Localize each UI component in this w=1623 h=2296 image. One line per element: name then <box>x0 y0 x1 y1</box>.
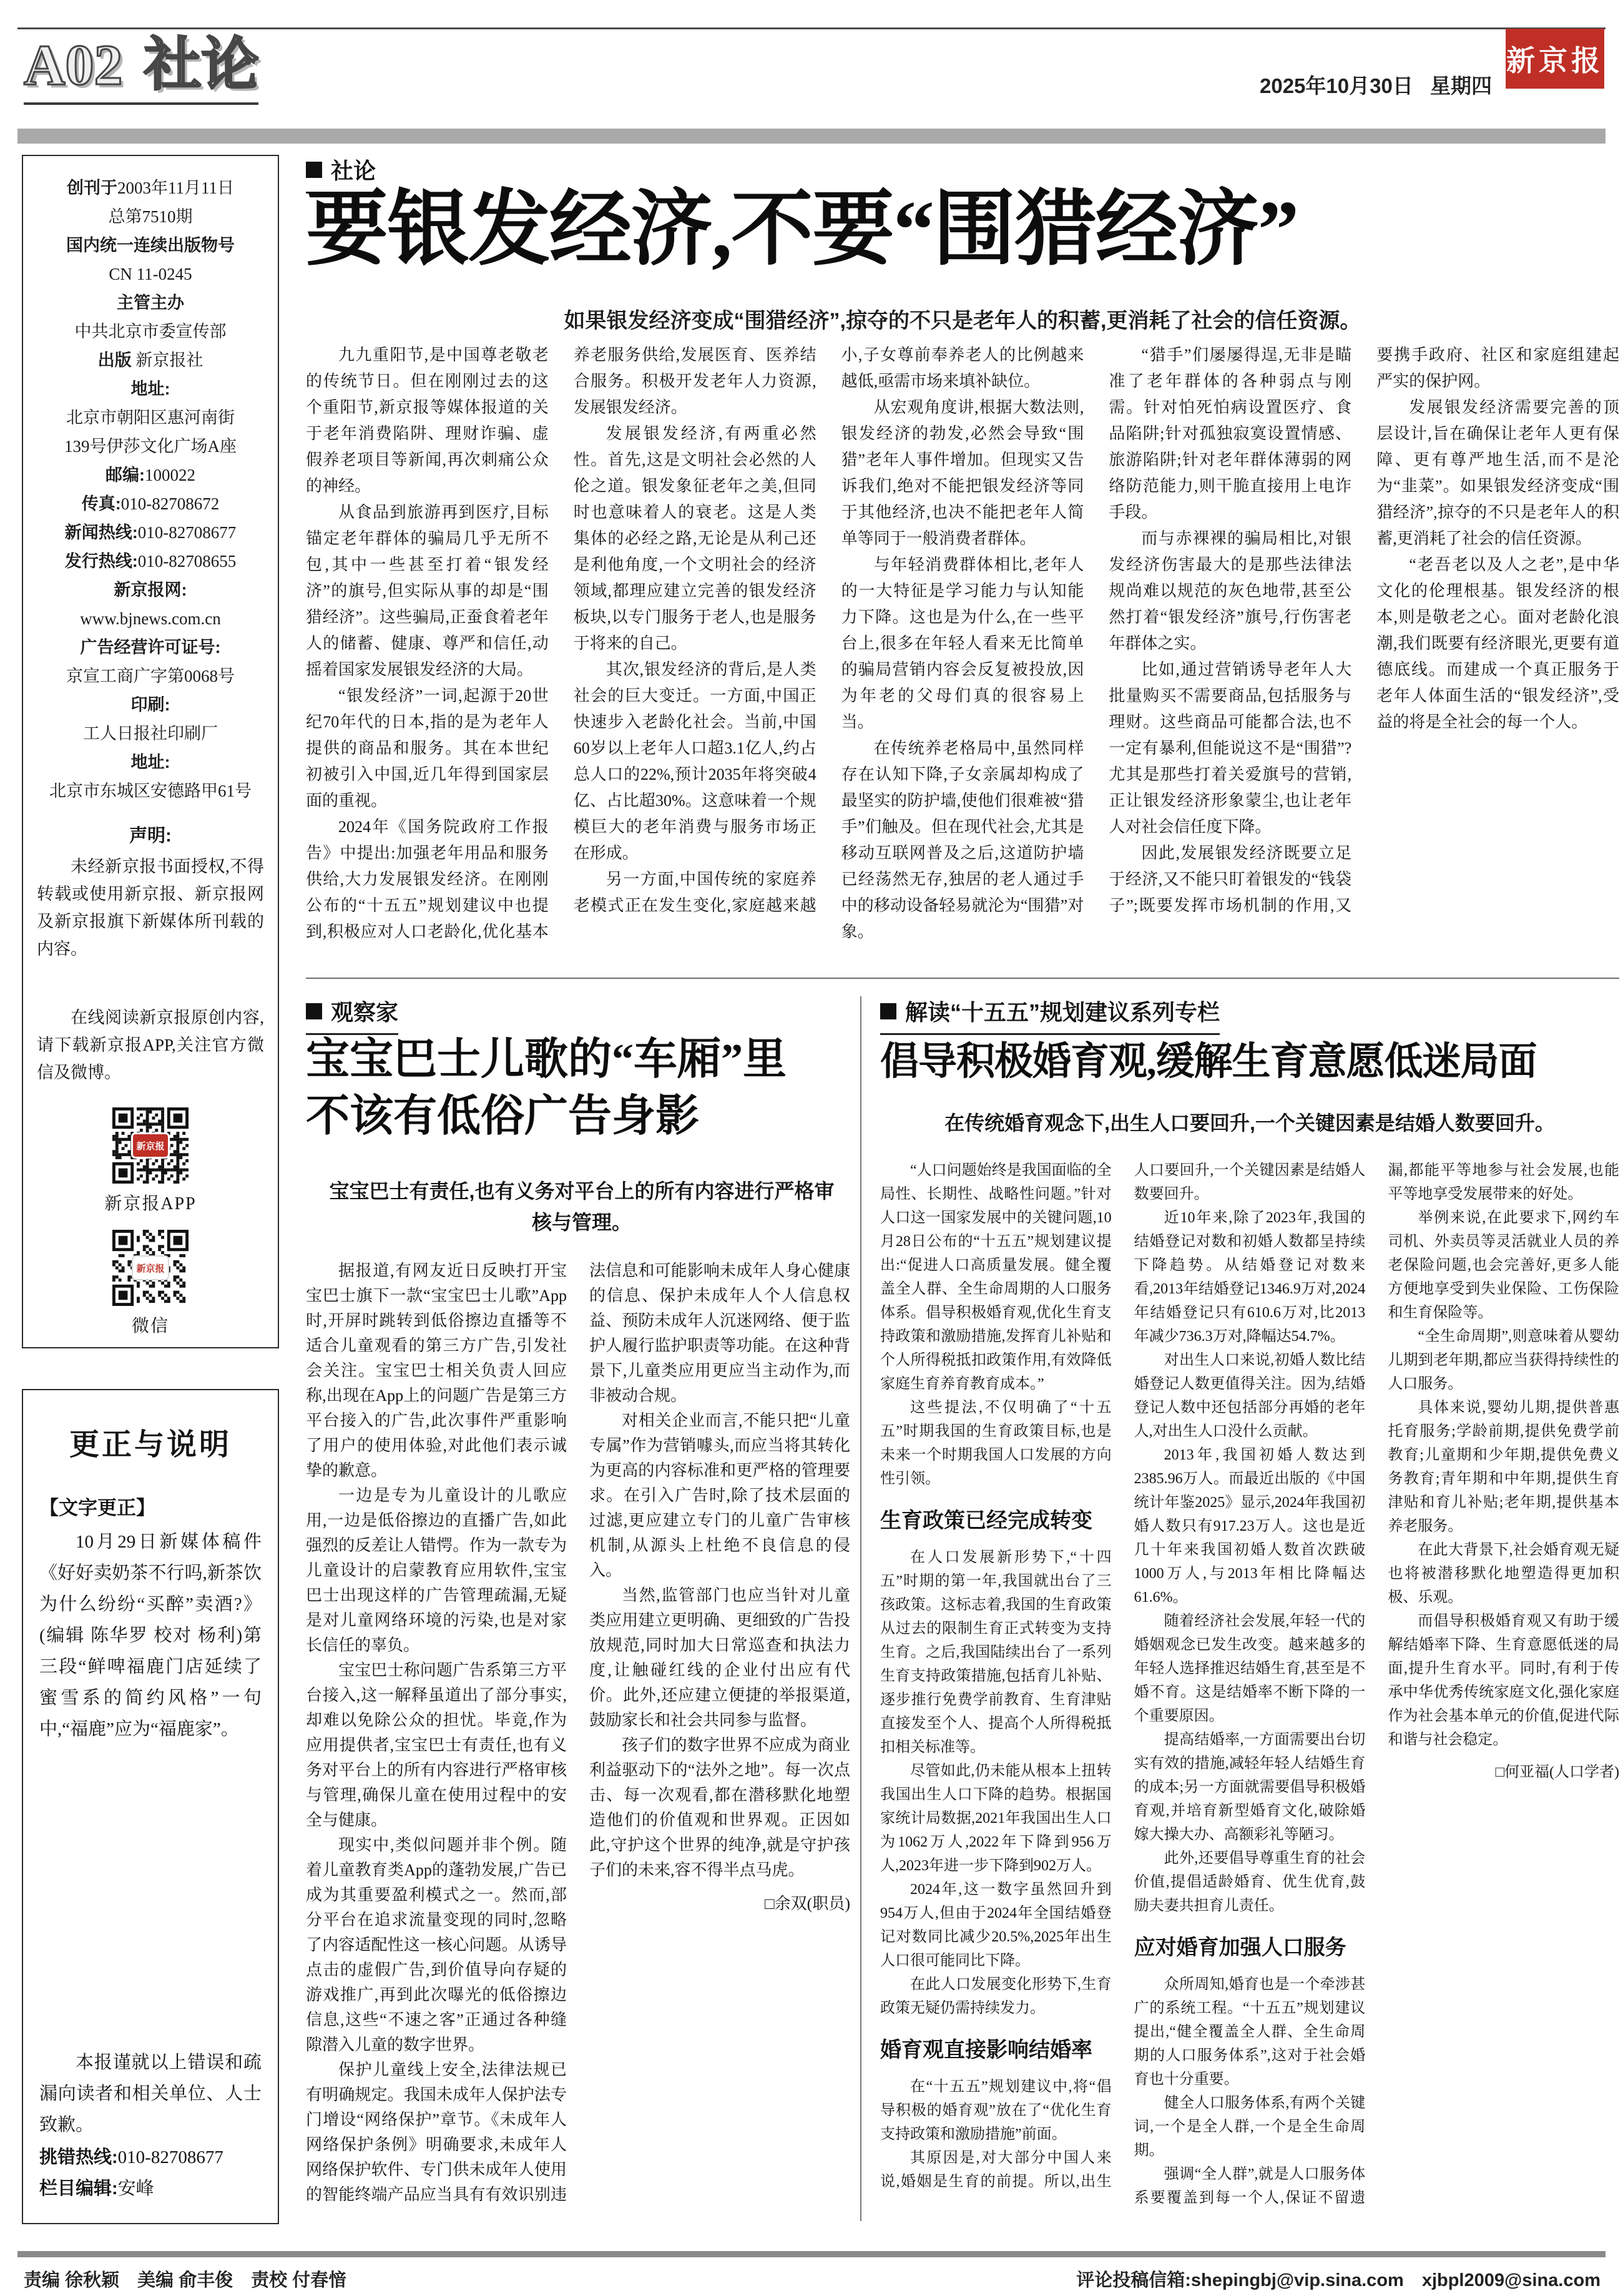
footer-bar <box>17 2251 1606 2257</box>
masthead-line: www.bjnews.com.cn <box>80 609 221 628</box>
paragraph: 对相关企业而言,不能只把“儿童专属”作为营销噱头,而应当将其转化为更高的内容标准和更严格的管理要求。在引入广告时,除了技术层面的过滤,更应建立专门的儿童广告审核机制,从源头上杜绝不良信息的侵入。 <box>589 1411 850 1579</box>
masthead-line: 北京市朝阳区惠河南街 <box>66 408 235 427</box>
vertical-divider <box>860 996 861 2221</box>
paragraph: 这些提法,不仅明确了“十五五”时期我国的生育政策目标,也是未来一个时期我国人口发展的方向性引领。 <box>880 1400 1112 1487</box>
masthead-line: 传真:010-82708672 <box>81 494 220 513</box>
special-subtitle: 在传统婚育观念下,出生人口要回升,一个关键因素是结婚人数要回升。 <box>944 1112 1555 1134</box>
paragraph: 当然,监管部门也应当针对儿童类应用建立更明确、更细致的广告投放规范,同时加大日常巡查和执法力度,让触碰红线的企业付出应有代价。此外,还应建立便捷的举报渠道,鼓励家长和社会共同参与监督。 <box>589 1586 850 1729</box>
paragraph: “老吾老以及人之老”,是中华文化的伦理根基。银发经济的根本,则是敬老之心。面对老龄化浪潮,我们既要有经济眼光,更要有道德底线。而建成一个真正服务于老年人体面生活的“银发经济”,受益的将是全社会的每一个人。 <box>1376 556 1619 731</box>
masthead-line: 地址: <box>130 380 170 398</box>
masthead-line: 新京报网: <box>114 581 187 599</box>
qr-center-logo: 新京报 <box>132 1255 169 1280</box>
qr-item <box>37 1107 264 1215</box>
observer-subtitle: 宝宝巴士有责任,也有义务对平台上的所有内容进行严格审核与管理。 <box>329 1180 835 1234</box>
top-rule <box>17 27 1606 29</box>
observer-body <box>306 1258 850 2209</box>
masthead-line: 京宣工商广字第0068号 <box>66 667 235 685</box>
masthead-line: 国内统一连续出版物号 <box>66 236 235 255</box>
paragraph: 众所周知,婚育也是一个牵涉甚广的系统工程。“十五五”规划建议提出,“健全覆盖全人群、全生命周期的人口服务体系”,这对于社会婚育也十分重要。 <box>1134 1976 1366 2088</box>
masthead-line: 主管主办 <box>117 293 184 312</box>
paragraph: 对出生人口来说,初婚人数比结婚登记人数更值得关注。因为,结婚登记人数中还包括部分再婚的老年人,对出生人口没什么贡献。 <box>1134 1352 1366 1440</box>
masthead-lines <box>37 174 264 805</box>
statement-title: 声明: <box>129 826 172 846</box>
masthead-line: 发行热线:010-82708655 <box>64 552 237 571</box>
observer-headline: 宝宝巴士儿歌的“车厢”里 不该有低俗广告身影 <box>306 1036 787 1141</box>
footer-editors: 责编 徐秋颖 美编 俞丰俊 责校 付春愔 <box>24 2270 347 2290</box>
paragraph: “银发经济”一词,起源于20世纪70年代的日本,指的是为老年人提供的商品和服务。其在本世纪初被引入中国,近几年得到国家层面的重视。 <box>306 687 549 810</box>
page-code: A02 <box>24 33 123 97</box>
paragraph: 随着经济社会发展,年轻一代的婚姻观念已发生改变。越来越多的年轻人选择推迟结婚生育,甚至是不婚不育。这是结婚率不断下降的一个重要原因。 <box>1134 1613 1366 1724</box>
apology-text: 本报谨就以上错误和疏漏向读者和相关单位、人士致歉。 <box>39 2053 262 2135</box>
paragraph: 保护儿童线上安全,法律法规已有明确规定。我国未成年人保护法专门增设“网络保护”章节。《未成年人网络保护条例》明确要求,未成年人网络保护软件、专门供未成年人使用的智能终端产品应当具有有效识别违法信息和可能影响未成年人身心健康的信息、保护未成年人个人信息权益、预防未成年人沉迷网络、便于监护人履行监护职责等功能。在这种背景下,儿童类应用更应当主动作为,而非被动合规。 <box>306 1262 850 2204</box>
paragraph: 现实中,类似问题并非个例。随着儿童教育类App的蓬勃发展,广告已成为其重要盈利模式之一。然而,部分平台在追求流量变现的同时,忽略了内容适配性这一核心问题。从诱导点击的虚假广告,到价值导向存疑的游戏推广,再到此次曝光的低俗擦边信息,这些“不速之客”正通过各种缝隙潜入儿童的数字世界。 <box>306 1836 567 2054</box>
qr-label: 微信 <box>131 1317 169 1336</box>
observer-section-label: 观察家 <box>306 995 398 1035</box>
qr-label: 新京报APP <box>104 1194 197 1214</box>
paragraph: 一边是专为儿童设计的儿歌应用,一边是低俗擦边的直播广告,如此强烈的反差让人错愕。作为一款专为儿童设计的启蒙教育应用软件,宝宝巴士出现这样的广告管理疏漏,无疑是对儿童网络环境的污染,也是对家长信任的辜负。 <box>306 1486 567 1654</box>
header-divider-bar <box>17 129 1606 144</box>
paragraph: 从宏观角度讲,根据大数法则,银发经济的勃发,必然会导致“围猎”老年人事件增加。但现实又告诉我们,绝对不能把银发经济等同于其他经济,也决不能把老年人简单等同于一般消费者群体。 <box>841 398 1084 547</box>
paragraph: 2024年,这一数字虽然回升到954万人,但由于2024年全国结婚登记对数同比减少20.5%,2025年出生人口很可能同比下降。 <box>880 1881 1112 1970</box>
paragraph: 发展银发经济,有两重必然性。首先,这是文明社会必然的人伦之道。银发象征老年之美,但同时也意味着人的衰老。这是人类集体的必经之路,无论是从利己还是利他角度,一个文明社会的经济领域,都理应建立完善的银发经济板块,以专门服务于老人,也是服务于将来的自己。 <box>573 424 816 652</box>
statement-text: 未经新京报书面授权,不得转载或使用新京报、新京报网及新京报旗下新媒体所刊载的内容。 <box>37 857 264 958</box>
correction-body: 10月29日新媒体稿件《好好卖奶茶不行吗,新茶饮为什么纷纷“买醉”卖酒?》(编辑 陈华罗 校对 杨利)第三段“鲜啤福鹿门店延续了蜜雪系的简约风格”一句中,“福鹿”应为“福鹿家”。 <box>39 1532 262 1739</box>
page-header <box>24 33 259 105</box>
issue-date: 2025年10月30日 星期四 <box>1260 74 1492 97</box>
masthead-line: 北京市东城区安德路甲61号 <box>49 782 252 800</box>
paragraph: 尽管如此,仍未能从根本上扭转我国出生人口下降的趋势。根据国家统计局数据,2021年我国出生人口为1062万人,2022年下降到956万人,2023年进一步下降到902万人。 <box>880 1763 1112 1875</box>
qr-center-logo: 新京报 <box>131 1132 170 1159</box>
paragraph: “全生命周期”,则意味着从婴幼儿期到老年期,都应当获得持续性的人口服务。 <box>1388 1328 1619 1392</box>
paragraph: 2024年《国务院政府工作报告》中提出:加强老年用品和服务供给,大力发展银发经济。在刚刚公布的“十五五”规划建议中也提到,积极应对人口老龄化,优化基本养老服务供给,发展医育、医养结合服务。积极开发老年人力资源,发展银发经济。 <box>306 346 816 941</box>
masthead-line: 中共北京市委宣传部 <box>74 322 227 341</box>
editorial-bottom-rule <box>306 978 1619 979</box>
correction-tag: 【文字更正】 <box>39 1497 155 1519</box>
paragraph: 据报道,有网友近日反映打开宝宝巴士旗下一款“宝宝巴士儿歌”App时,开屏时跳转到低俗擦边直播等不适合儿童观看的第三方广告,引发社会关注。宝宝巴士相关负责人回应称,出现在App上的问题广告是第三方平台接入的广告,此次事件严重影响了用户的使用体验,对此他们表示诚挚的歉意。 <box>306 1262 567 1479</box>
paragraph: 在“十五五”规划建议中,将“倡导积极的婚育观”放在了“优化生育支持政策和激励措施”前面。 <box>880 2079 1112 2143</box>
correction-title: 更正与说明 <box>69 1428 232 1461</box>
paragraph: 举例来说,在此要求下,网约车司机、外卖员等灵活就业人员的养老保险问题,也会完善好,更多人能方便地享受到失业保险、工伤保险和生育保险等。 <box>1388 1210 1619 1321</box>
paragraph: 九九重阳节,是中国尊老敬老的传统节日。但在刚刚过去的这个重阳节,新京报等媒体报道的关于老年消费陷阱、理财诈骗、虚假养老项目等新闻,再次刺痛公众的神经。 <box>306 346 549 495</box>
correction-footer <box>39 2047 262 2204</box>
editorial-headline: 要银发经济,不要“围猎经济” <box>306 184 1298 275</box>
section-name: 社论 <box>144 33 259 97</box>
paragraph: 宝宝巴士称问题广告系第三方平台接入,这一解释虽道出了部分事实,却难以免除公众的担忧。毕竟,作为应用提供者,宝宝巴士有责任,也有义务对平台上的所有内容进行严格审核与管理,确保儿童在使用过程中的安全与健康。 <box>306 1661 567 1829</box>
masthead-line: CN 11-0245 <box>109 265 192 283</box>
footer-contact: 评论投稿信箱:shepingbj@vip.sina.com xjbpl2009@sina.com <box>1076 2270 1601 2290</box>
masthead-line: 广告经营许可证号: <box>80 638 221 657</box>
paragraph: 比如,通过营销诱导老年人大批量购买不需要商品,包括服务与理财。这些商品可能都合法,也不一定有暴利,但能说这不是“围猎”?尤其是那些打着关爱旗号的营销,正让银发经济形象蒙尘,也让老年人对社会信任度下降。 <box>1109 660 1352 836</box>
footer <box>24 2266 1601 2292</box>
paragraph: 孩子们的数字世界不应成为商业利益驱动下的“法外之地”。每一次点击、每一次观看,都在潜移默化地塑造他们的价值观和世界观。正因如此,守护这个世界的纯净,就是守护孩子们的未来,容不得半点马虎。 <box>589 1736 850 1879</box>
paragraph: 而倡导积极婚育观又有助于缓解结婚率下降、生育意愿低迷的局面,提升生育水平。同时,有利于传承中华优秀传统家庭文化,强化家庭作为社会基本单元的价值,促进代际和谐与社会稳定。 <box>1388 1613 1619 1748</box>
masthead-line: 地址: <box>130 753 170 772</box>
editorial-body <box>306 342 1619 970</box>
paragraph: 提高结婚率,一方面需要出台切实有效的措施,减轻年轻人结婚生育的成本;另一方面就需要倡导积极婚育观,并培育新型婚育文化,破除婚嫁大操大办、高额彩礼等陋习。 <box>1134 1732 1366 1843</box>
section-square-icon <box>880 1003 896 1019</box>
paragraph: 另一方面,中国传统的家庭养老模式正在发生变化,家庭越来越小,子女尊前奉养老人的比例越来越低,亟需市场来填补缺位。 <box>573 346 1084 915</box>
paragraph: 近10年来,除了2023年,我国的结婚登记对数和初婚人数都呈持续下降趋势。从结婚登记对数来看,2013年结婚登记1346.9万对,2024年结婚登记只有610.6万对,比2013年减少736.3万对,降幅达54.7%。 <box>1134 1210 1366 1345</box>
section-square-icon <box>306 1003 322 1019</box>
paragraph: 2013年,我国初婚人数达到2385.96万人。而最近出版的《中国统计年鉴2025》显示,2024年我国初婚人数只有917.23万人。这也是近几十年来我国初婚人数首次跌破1000万人,与2013年相比降幅达61.6%。 <box>1134 1447 1366 1606</box>
masthead-line: 印刷: <box>130 695 170 714</box>
sub-headline: 婚育观直接影响结婚率 <box>880 2038 1092 2063</box>
paragraph: 而与赤裸裸的骗局相比,对银发经济伤害最大的是那些法律法规尚难以规范的灰色地带,甚至公然打着“银发经济”旗号,行伤害老年群体之实。 <box>1109 529 1352 652</box>
masthead-line: 出版 新京报社 <box>97 351 203 370</box>
paragraph: 发展银发经济需要完善的顶层设计,旨在确保让老年人更有保障、更有尊严地生活,而不是沦为“韭菜”。如果银发经济变成“围猎经济”,掠夺的不只是老年人的积蓄,更消耗了社会的信任资源。 <box>1376 398 1619 547</box>
editorial-subtitle: 如果银发经济变成“围猎经济”,掠夺的不只是老年人的积蓄,更消耗了社会的信任资源。 <box>564 309 1361 333</box>
masthead-line: 创刊于2003年11月11日 <box>67 179 234 197</box>
column-editor-line: 栏目编辑:安峰 <box>39 2179 154 2199</box>
paragraph: 其次,银发经济的背后,是人类社会的巨大变迁。一方面,中国正快速步入老龄化社会。当前,中国60岁以上老年人口超3.1亿人,约占总人口的22%,预计2035年将突破4亿、占比超30%。这意味着一个规模巨大的老年消费与服务市场正在形成。 <box>573 660 816 862</box>
special-body <box>880 1159 1619 2221</box>
masthead-box <box>22 155 279 1348</box>
masthead-line: 新闻热线:010-82708677 <box>64 523 237 542</box>
editorial-section-label: 社论 <box>306 154 376 194</box>
paragraph: 因此,发展银发经济既要立足于经济,又不能只盯着银发的“钱袋子”;既要发挥市场机制的作用,又要携手政府、社区和家庭组建起严实的保护网。 <box>1109 346 1619 915</box>
special-headline: 倡导积极婚育观,缓解生育意愿低迷局面 <box>880 1041 1537 1083</box>
sub-headline: 生育政策已经完成转变 <box>880 1509 1092 1533</box>
masthead-line: 总第7510期 <box>108 207 193 226</box>
paragraph: 从食品到旅游再到医疗,目标锚定老年群体的骗局几乎无所不包,其中一些甚至打着“银发经济”的旗号,但实际从事的却是“围猎经济”。这些骗局,正蚕食着老年人的储蓄、健康、尊严和信任,动摇着国家发展银发经济的大局。 <box>306 503 549 679</box>
app-note: 在线阅读新京报原创内容,请下载新京报APP,关注官方微信及微博。 <box>37 1008 264 1082</box>
paragraph: 与年轻消费群体相比,老年人的一大特征是学习能力与认知能力下降。这也是为什么,在一些平台上,很多在年轻人看来无比简单的骗局营销内容会反复被投放,因为年老的父母们真的很容易上当。 <box>841 556 1084 731</box>
paragraph: 强调“全人群”,就是人口服务体系要覆盖到每一个人,保证不留遗漏,都能平等地参与社会发展,也能平等地享受发展带来的好处。 <box>1134 1162 1619 2207</box>
paragraph: 其原因是,对大部分中国人来说,婚姻是生育的前提。所以,出生人口要回升,一个关键因素是结婚人数要回升。 <box>880 1162 1366 2191</box>
qr-code-image <box>112 1107 189 1184</box>
special-section-label: 解读“十五五”规划建议系列专栏 <box>880 995 1220 1035</box>
paragraph: 健全人口服务体系,有两个关键词,一个是全人群,一个是全生命周期。 <box>1134 2095 1366 2159</box>
masthead-line: 139号伊莎文化广场A座 <box>64 437 237 456</box>
hotline-line: 挑错热线:010-82708677 <box>39 2147 223 2167</box>
author-signature: □余双(职员) <box>764 1895 850 1913</box>
correction-box <box>22 1389 279 2224</box>
paragraph: 在人口发展新形势下,“十四五”时期的第一年,我国就出台了三孩政策。这标志着,我国的生育政策从过去的限制生育正式转变为支持生育。之后,我国陆续出台了一系列生育支持政策措施,包括育儿补贴、逐步推行免费学前教育、生育津贴直接发至个人、提高个人所得税抵扣相关标准等。 <box>880 1549 1112 1756</box>
paragraph: “人口问题始终是我国面临的全局性、长期性、战略性问题。”针对人口这一国家发展中的关键问题,10月28日公布的“十五五”规划建议提出:“促进人口高质量发展。健全覆盖全人群、全生命周期的人口服务体系。倡导积极婚育观,优化生育支持政策和激励措施,发挥育儿补贴和个人所得税抵扣政策作用,有效降低家庭生育养育教育成本。” <box>880 1162 1112 1392</box>
paragraph: 具体来说,婴幼儿期,提供普惠托育服务;学龄前期,提供免费学前教育;儿童期和少年期,提供免费义务教育;青年期和中年期,提供生育津贴和育儿补贴;老年期,提供基本养老服务。 <box>1388 1400 1619 1534</box>
sub-headline: 应对婚育加强人口服务 <box>1134 1936 1346 1960</box>
masthead-line: 工人日报社印刷厂 <box>83 724 218 743</box>
paragraph: 此外,还要倡导尊重生育的社会价值,提倡适龄婚育、优生优育,鼓励夫妻共担育儿责任。 <box>1134 1850 1366 1914</box>
paragraph: 在此人口发展变化形势下,生育政策无疑仍需持续发力。 <box>880 1976 1112 2017</box>
paragraph: “猎手”们屡屡得逞,无非是瞄准了老年群体的各种弱点与刚需。针对怕死怕病设置医疗、食品陷阱;针对孤独寂寞设置情感、旅游陷阱;针对老年群体薄弱的网络防范能力,则干脆直接用上电诈手段。 <box>1109 346 1352 521</box>
qr-item <box>37 1230 264 1337</box>
paragraph: 在传统养老格局中,虽然同样存在认知下降,子女亲属却构成了最坚实的防护墙,使他们很难被“猎手”们触及。但在现代社会,尤其是移动互联网普及之后,这道防护墙已经荡然无存,独居的老人通过手中的移动设备轻易就沦为“围猎”对象。 <box>841 739 1084 941</box>
qr-code-image <box>112 1230 189 1306</box>
qr-section <box>37 1107 264 1348</box>
section-square-icon <box>306 162 322 178</box>
paragraph: 在此大背景下,社会婚育观无疑也将被潜移默化地塑造得更加积极、乐观。 <box>1388 1542 1619 1606</box>
newspaper-logo: 新京报 <box>1506 29 1604 89</box>
author-signature: □何亚福(人口学者) <box>1495 1764 1619 1780</box>
masthead-line: 邮编:100022 <box>105 466 195 484</box>
